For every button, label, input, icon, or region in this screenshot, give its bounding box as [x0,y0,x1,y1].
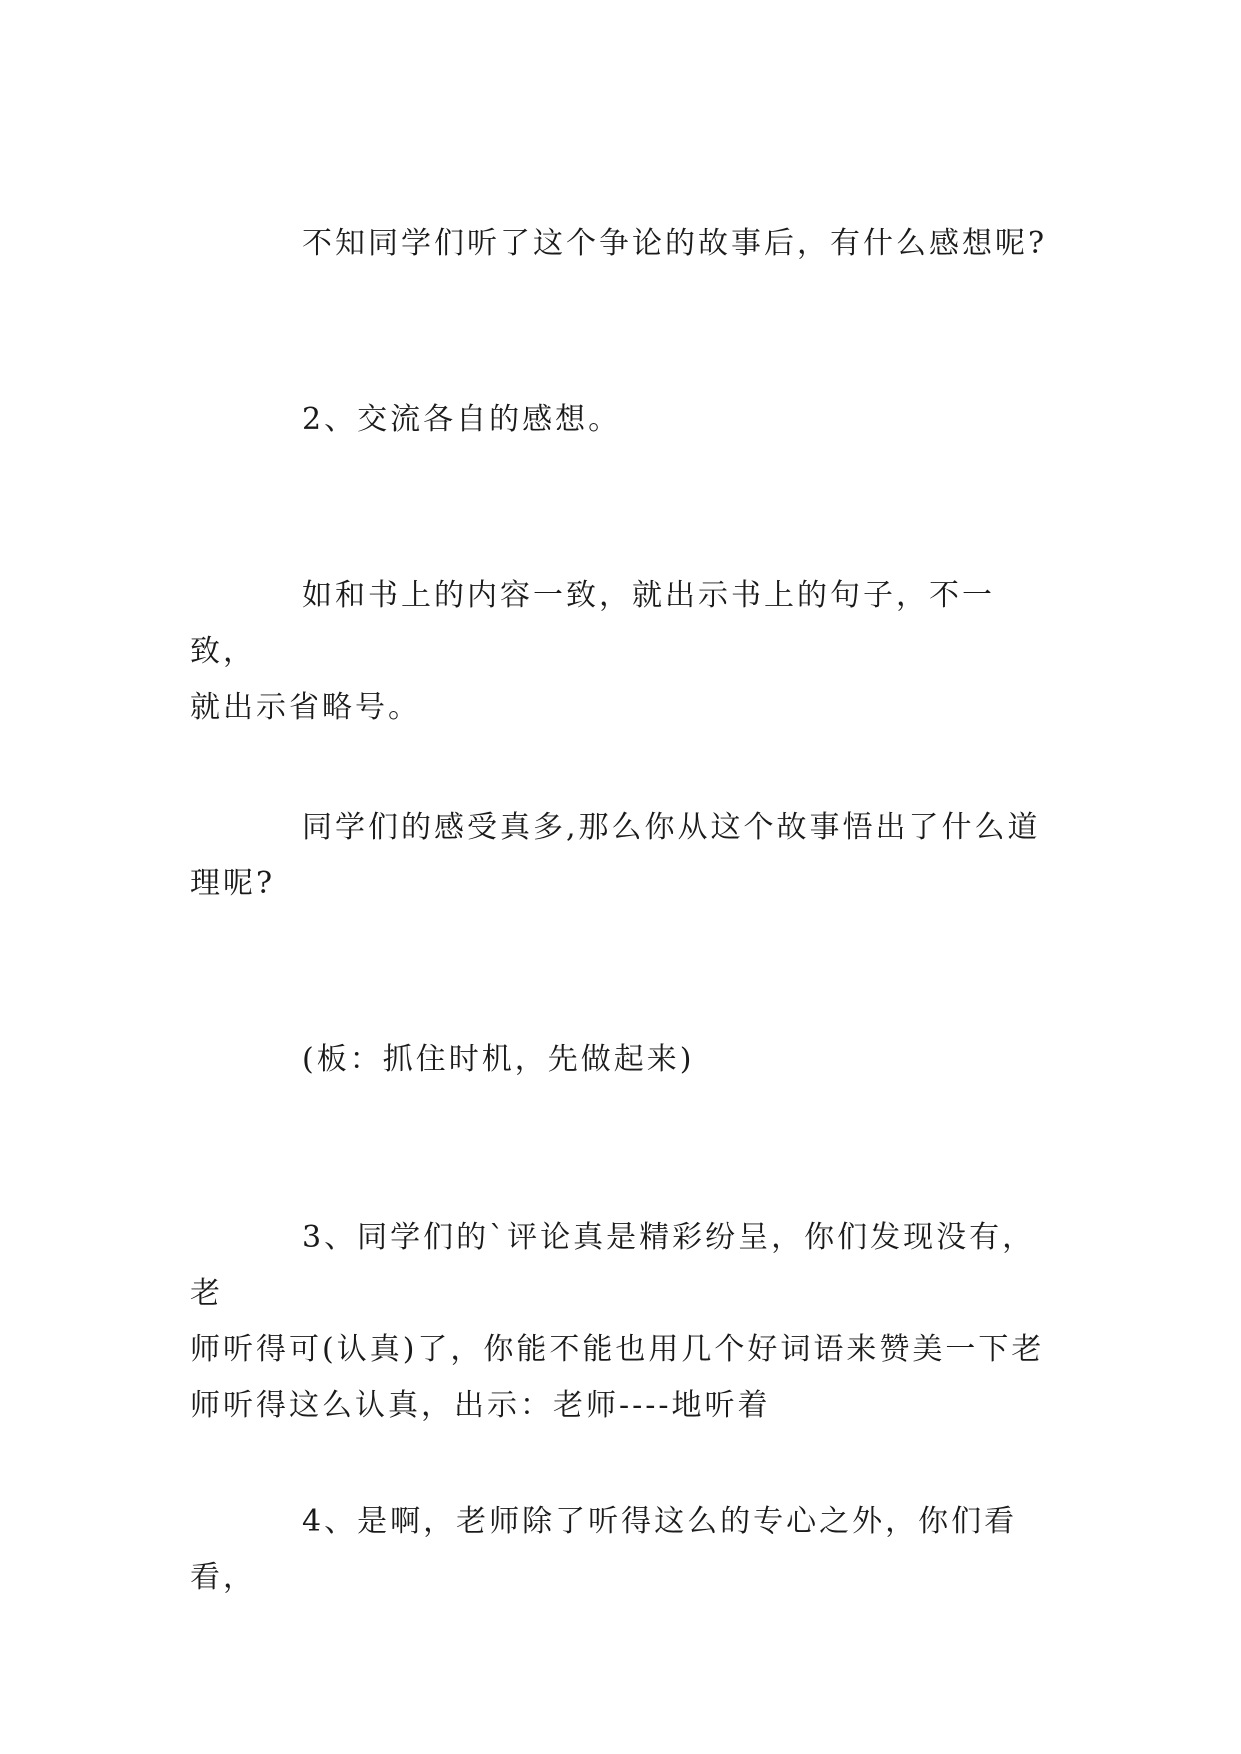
paragraph-line: 就出示省略号。 [190,690,421,725]
paragraph-question [190,216,1060,272]
paragraph-step-4 [190,1494,1060,1606]
paragraph-line: 师听得可(认真)了，你能不能也用几个好词语来赞美一下老 [190,1332,1045,1367]
paragraph-line: 4、是啊，老师除了听得这么的专心之外，你们看看， [190,1504,1018,1595]
paragraph-step-2 [190,392,1060,448]
paragraph-line: 师听得这么认真，出示：老师----地听着 [190,1388,771,1423]
paragraph-line: 同学们的感受真多,那么你从这个故事悟出了什么道 [302,810,1041,845]
paragraph-line: 理呢? [190,866,276,901]
paragraph-board-note [190,1032,1060,1088]
paragraph-instruction [190,568,1060,736]
paragraph-line: 3、同学们的`评论真是精彩纷呈，你们发现没有，老 [190,1220,1036,1311]
paragraph-reflection [190,800,1060,912]
paragraph-line: 如和书上的内容一致，就出示书上的句子，不一致， [190,578,995,669]
paragraph-line: 不知同学们听了这个争论的故事后，有什么感想呢? [302,226,1048,261]
paragraph-step-3 [190,1210,1060,1434]
paragraph-line: (板：抓住时机，先做起来) [302,1042,695,1077]
paragraph-line: 2、交流各自的感想。 [302,402,622,437]
